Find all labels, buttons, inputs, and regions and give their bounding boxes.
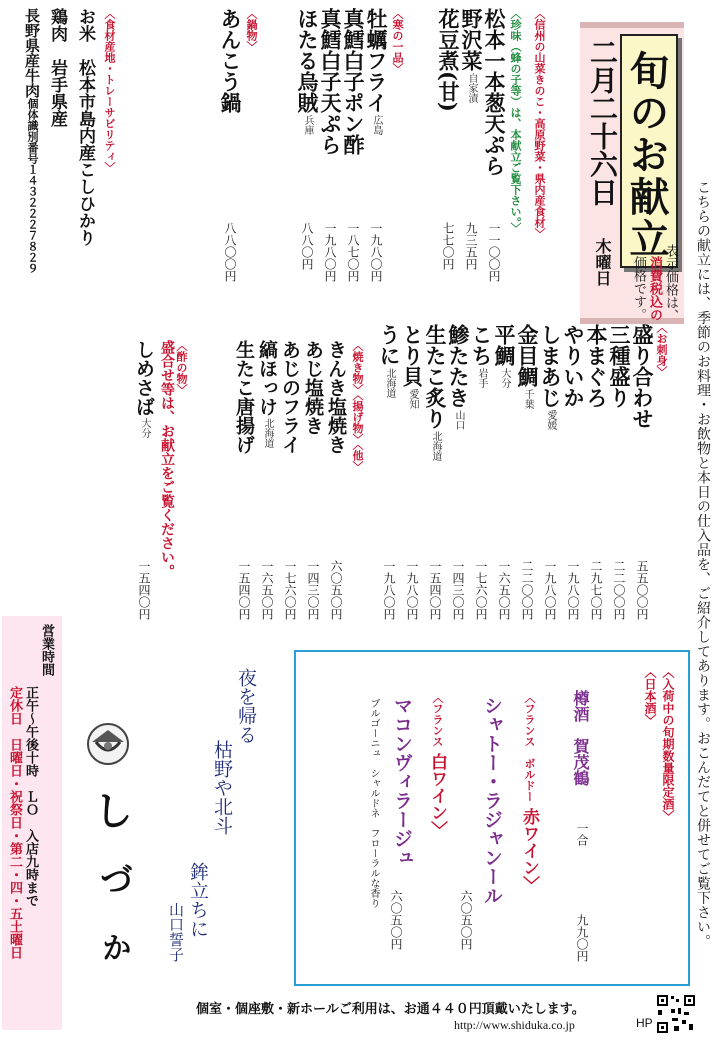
menu-item-origin: 大分 <box>499 368 510 388</box>
shop-name-3: か <box>96 932 131 962</box>
shop-name-1: し <box>87 790 134 830</box>
nabe-header: 〈鍋物〉 <box>245 8 258 52</box>
menu-item-price: 一九八〇円 <box>382 560 396 620</box>
menu-item <box>448 324 469 430</box>
menu-item-price: 八八〇〇円 <box>223 222 237 282</box>
sake-price: 九九〇円 <box>575 914 589 962</box>
trace-beef-id: 個体識別番号１４３２２２７８２９ <box>26 98 39 274</box>
yaki-header: 〈焼き物〉〈揚げ物〉〈他〉 <box>351 340 364 472</box>
menu-item-price: 一五四〇円 <box>237 560 251 620</box>
poem-line-1: 夜を帰る <box>235 668 257 744</box>
poem-author: 山口誓子 <box>167 902 185 962</box>
menu-item-price: 一六五〇円 <box>497 560 511 620</box>
drinks-header-2: 〈日本酒〉 <box>643 666 657 726</box>
menu-item-origin: 北海道 <box>262 418 273 448</box>
menu-item-price: 一七六〇円 <box>474 560 488 620</box>
trace-beef-label: 長野県産牛肉 <box>23 8 41 98</box>
menu-item-price: 七七〇円 <box>441 222 455 270</box>
menu-item-origin: 自家漬 <box>466 73 477 103</box>
menu-item-origin: 千葉 <box>522 389 533 409</box>
menu-item <box>280 340 299 454</box>
menu-item-name: ほたる烏賊 <box>295 8 320 113</box>
menu-date: 二月二十六日 <box>586 38 619 206</box>
menu-item-name: 平鯛 <box>492 324 517 366</box>
menu-item <box>320 8 341 155</box>
footer-url[interactable]: http://www.shiduka.co.jp <box>454 1018 575 1032</box>
menu-weekday: 木曜日 <box>593 238 612 286</box>
hours-label: 営業時間 <box>39 624 54 676</box>
red-wine-sub <box>520 692 537 893</box>
white-wine-price: 六〇五〇円 <box>389 890 403 950</box>
menu-item-origin: 兵庫 <box>302 115 313 135</box>
intro-text: こちらの献立には、季節のお料理・お飲物と本日の仕入品を、ご紹介してあります。おこんだてと併せてご覧下さい。 <box>695 180 711 949</box>
menu-item-price: 一九八〇円 <box>566 560 580 620</box>
menu-item-price: 一八七〇円 <box>346 222 360 282</box>
menu-item-name: きんき塩焼き <box>325 340 347 454</box>
white-wine-origin: 〈フランス <box>431 692 444 747</box>
sunomono-note: 盛合せ等は、お献立をご覧ください。 <box>159 340 175 578</box>
menu-item-name: しまあじ <box>538 324 563 408</box>
menu-item-name: 真鱈白子ポン酢 <box>341 8 366 155</box>
menu-item <box>540 324 561 430</box>
menu-item <box>632 324 653 429</box>
menu-item-price: 五五〇〇円 <box>635 560 649 620</box>
menu-item-name: 花豆煮(甘) <box>436 8 461 112</box>
menu-item <box>303 340 322 435</box>
menu-item-price: 一四三〇円 <box>306 560 320 620</box>
poem-line-3: 鉾立ちに <box>187 862 209 938</box>
menu-item-price: 二二〇〇円 <box>612 560 626 620</box>
menu-item-origin: 愛媛 <box>545 410 556 430</box>
sake-name: 樽酒 賀茂鶴 <box>571 690 590 786</box>
menu-item <box>220 8 241 113</box>
menu-item-name: 本まぐろ <box>584 324 609 408</box>
shop-emblem <box>86 722 130 766</box>
menu-item-name: 生たこ唐揚げ <box>233 340 255 454</box>
menu-item <box>471 324 492 388</box>
trace-beef <box>24 8 40 274</box>
red-wine-type: 赤ワイン〉 <box>519 808 539 893</box>
menu-item <box>494 324 515 388</box>
menu-item-name: しめさば <box>133 340 155 416</box>
menu-item <box>517 324 538 409</box>
kasa-emblem-icon <box>86 722 130 766</box>
menu-item <box>257 340 276 448</box>
menu-item-name: とり貝 <box>400 324 425 387</box>
menu-item <box>425 324 446 461</box>
title-box <box>620 34 678 268</box>
menu-item <box>343 8 364 155</box>
menu-item-name: 牡蠣フライ <box>364 8 389 113</box>
menu-item-name: 盛り合わせ <box>630 324 655 429</box>
menu-item-price: 一九八〇円 <box>369 222 383 282</box>
menu-item-origin: 広島 <box>371 115 382 135</box>
trace-header: 〈食材産地・トレーサビリティ〉 <box>103 8 116 173</box>
tax-note-2: 消費税込の <box>647 256 662 321</box>
menu-item-price: 一一〇〇円 <box>487 222 501 282</box>
hours-closed: 定休日 日曜日・祝祭日・第二・四・五土曜日 <box>7 686 22 959</box>
menu-item-origin: 北海道 <box>430 431 441 461</box>
menu-item-name: 鯵たたき <box>446 324 471 408</box>
menu-item-price: 一九八〇円 <box>405 560 419 620</box>
menu-item-name: 松本一本葱天ぷら <box>482 8 507 176</box>
menu-item <box>297 8 318 135</box>
menu-item-price: 二二〇〇円 <box>520 560 534 620</box>
menu-item <box>438 8 459 112</box>
menu-item-name: うに <box>377 324 402 366</box>
menu-item-price: 八八〇円 <box>300 222 314 270</box>
menu-item-name: あじ塩焼き <box>302 340 324 435</box>
footer-hp: HP <box>636 1016 653 1030</box>
drinks-box <box>294 650 690 986</box>
menu-item-price: 一九八〇円 <box>543 560 557 620</box>
drinks-header-1: 〈入荷中の旬期数量限定酒〉 <box>661 666 675 822</box>
sunomono-header: 〈酢の物〉 <box>175 340 188 395</box>
white-wine-name: マコンヴィラージュ <box>391 696 413 867</box>
menu-item-origin: 山口 <box>453 410 464 430</box>
menu-item-name: 三種盛り <box>607 324 632 408</box>
menu-item <box>484 8 505 176</box>
tax-note-3: 価格です。 <box>631 256 646 321</box>
menu-item-name: やりいか <box>561 324 586 408</box>
menu-item-name: 野沢菜 <box>459 8 484 71</box>
hours-time: 正午～午後十時 ＬＯ 入店九時まで <box>23 686 38 907</box>
menu-item <box>134 340 153 438</box>
local-header: 〈信州の山菜きのこ・高原野菜・県内産食材〉 <box>533 8 546 239</box>
menu-item-name: 生たこ炙り <box>423 324 448 429</box>
menu-item <box>461 8 482 103</box>
menu-item-price: 九三五円 <box>464 222 478 270</box>
menu-item-name: あじのフライ <box>279 340 301 454</box>
menu-item-price: 一四三〇円 <box>451 560 465 620</box>
menu-item <box>402 324 423 409</box>
shop-name-2: づ <box>93 862 133 896</box>
menu-item <box>234 340 253 454</box>
menu-item <box>326 340 345 454</box>
menu-item-name: 金目鯛 <box>515 324 540 387</box>
qr-code-icon <box>656 994 696 1034</box>
red-wine-origin: 〈フランス ボルドー <box>523 692 536 802</box>
trace-chicken: 鶏肉 岩手県産 <box>47 8 67 127</box>
kan-header: 〈寒の一品〉 <box>391 8 404 74</box>
menu-item-name: 真鱈白子天ぷら <box>318 8 343 155</box>
menu-item-name: 縞ほっけ <box>256 340 278 416</box>
tax-note-1: 表示価格は、 <box>663 244 678 322</box>
menu-item-name: こち <box>469 324 494 366</box>
white-wine-type: 白ワイン〉 <box>427 753 447 838</box>
menu-item <box>586 324 607 408</box>
menu-item <box>563 324 584 408</box>
menu-item-origin: 北海道 <box>384 368 395 398</box>
menu-item-price: 二九七〇円 <box>589 560 603 620</box>
red-wine-price: 六〇五〇円 <box>459 890 473 950</box>
sake-unit: 一合 <box>575 822 589 846</box>
menu-item-price: 一九八〇円 <box>323 222 337 282</box>
menu-item-origin: 愛知 <box>407 389 418 409</box>
menu-item-origin: 岩手 <box>476 368 487 388</box>
footer-room-note: 個室・個座敷・新ホールご利用は、お通４４０円頂戴いたします。 <box>196 1002 585 1017</box>
local-note: 〈珍味（蜂の子等）は、本献立ご覧下さい。〉 <box>509 8 522 234</box>
menu-item <box>379 324 400 398</box>
menu-item-price: 六〇五〇円 <box>329 560 343 620</box>
menu-item-price: 一七六〇円 <box>283 560 297 620</box>
menu-item <box>609 324 630 408</box>
qr-code[interactable] <box>656 994 696 1034</box>
menu-item-price: 一五四〇円 <box>137 560 151 620</box>
white-wine-desc: ブルゴーニュ シャルドネ フローラルな香り <box>368 698 379 908</box>
trace-rice: お米 松本市島内産こしひかり <box>75 8 95 246</box>
white-wine-sub <box>428 692 445 838</box>
hours-strip <box>2 616 62 1030</box>
menu-item <box>366 8 387 135</box>
poem-line-2: 枯野や北斗 <box>211 740 233 835</box>
page-title: 旬のお献立 <box>623 50 670 260</box>
menu-item-price: 一五四〇円 <box>428 560 442 620</box>
menu-item-origin: 大分 <box>139 418 150 438</box>
sashimi-header: 〈お刺身〉 <box>655 322 668 377</box>
menu-item-name: あんこう鍋 <box>218 8 243 113</box>
red-wine-name: シャトー・ラジャンール <box>481 696 503 905</box>
menu-item-price: 一六五〇円 <box>260 560 274 620</box>
